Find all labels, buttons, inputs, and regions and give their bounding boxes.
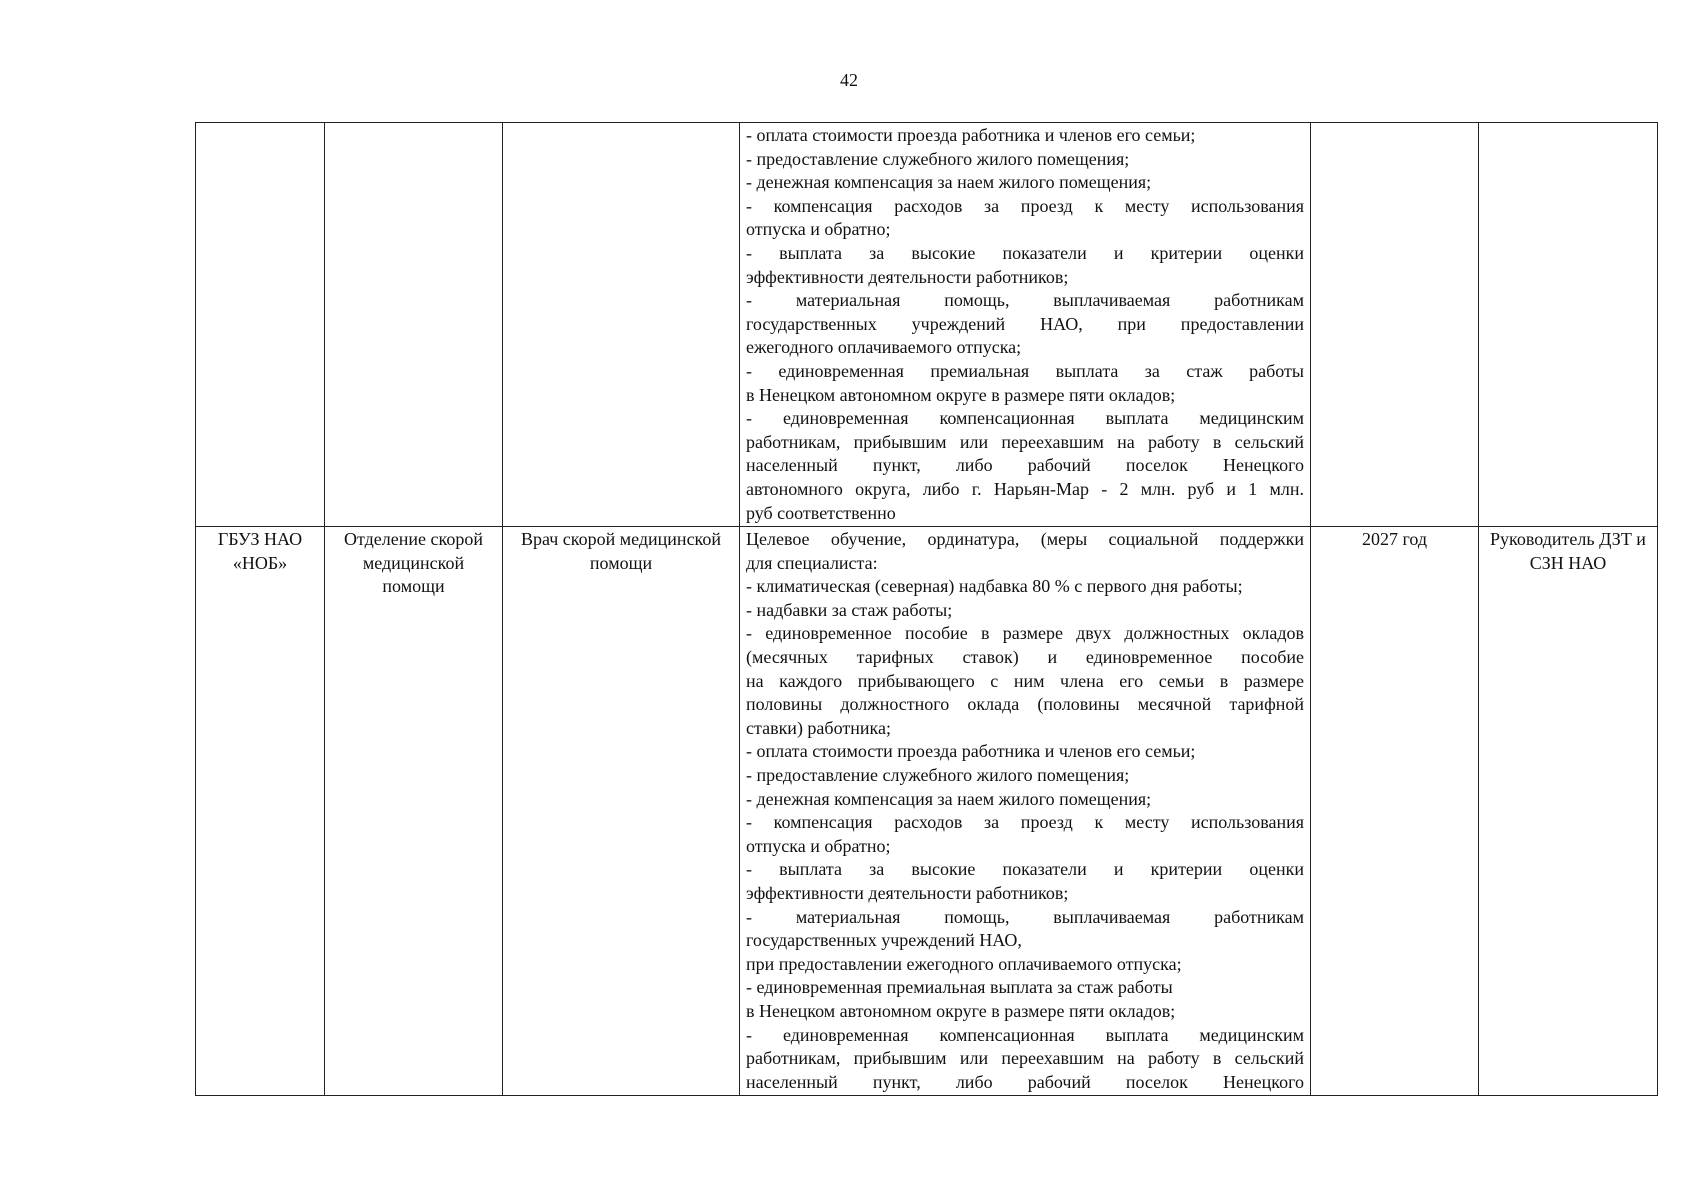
measure-line: ставки) работника;: [746, 717, 891, 738]
measure-line: - выплата за высокие показатели и критерии оценки: [746, 242, 1304, 263]
measure-line: - компенсация расходов за проезд к месту использования: [746, 195, 1304, 216]
measure-line: государственных учреждений НАО, при предоставлении: [746, 313, 1304, 334]
measure-line: - оплата стоимости проезда работника и членов его семьи;: [746, 125, 1196, 145]
measure-line: - надбавки за стаж работы;: [746, 599, 953, 620]
measures-table: [195, 122, 1658, 1096]
position-cell: [503, 123, 740, 527]
measure-line: работникам, прибывшим или переехавшим на работу в сельский: [746, 1048, 1304, 1069]
measure-line: при предоставлении ежегодного оплачиваемого отпуска;: [746, 953, 1182, 974]
measure-line: - единовременная компенсационная выплата медицинским: [746, 1024, 1304, 1045]
department-cell: [325, 123, 503, 527]
measure-line: государственных учреждений НАО,: [746, 930, 1022, 951]
measure-line: - единовременная компенсационная выплата медицинским: [746, 408, 1304, 429]
measure-line: отпуска и обратно;: [746, 835, 891, 856]
measure-line: автономного округа, либо г. Нарьян-Мар - 2 млн. руб и 1 млн.: [746, 478, 1304, 499]
measure-line: - денежная компенсация за наем жилого помещения;: [746, 788, 1152, 809]
year-cell: 2027 год: [1311, 527, 1479, 1096]
measure-line: - климатическая (северная) надбавка 80 % с первого дня работы;: [746, 576, 1243, 597]
page-number: 42: [840, 70, 858, 90]
measure-line: - предоставление служебного жилого помещения;: [746, 148, 1130, 169]
measure-line: в Ненецком автономном округе в размере пяти окладов;: [746, 384, 1176, 405]
position-cell: Врач скорой медицинской помощи: [503, 527, 740, 1096]
responsible-cell: Руководитель ДЗТ и СЗН НАО: [1479, 527, 1658, 1096]
responsible-cell: [1479, 123, 1658, 527]
measure-line: отпуска и обратно;: [746, 219, 891, 240]
measure-line: - денежная компенсация за наем жилого помещения;: [746, 172, 1152, 193]
table-row: [196, 527, 1658, 1096]
measure-line: ежегодного оплачиваемого отпуска;: [746, 337, 1022, 358]
measure-line: в Ненецком автономном округе в размере пяти окладов;: [746, 1000, 1176, 1021]
measures-cell: [740, 527, 1311, 1096]
measure-line: - компенсация расходов за проезд к месту использования: [746, 812, 1304, 833]
measure-line: - предоставление служебного жилого помещения;: [746, 765, 1130, 786]
measure-line: - материальная помощь, выплачиваемая работникам: [746, 290, 1304, 311]
measure-line: половины должностного оклада (половины месячной тарифной: [746, 694, 1304, 715]
measure-line: руб соответственно: [746, 502, 896, 523]
measure-line: Целевое обучение, ординатура, (меры социальной поддержки: [746, 529, 1304, 550]
measure-line: эффективности деятельности работников;: [746, 266, 1069, 287]
measure-line: - выплата за высокие показатели и критерии оценки: [746, 859, 1304, 880]
measures-text: [746, 124, 1304, 525]
year-cell: [1311, 123, 1479, 527]
measures-cell: [740, 123, 1311, 527]
measure-line: - единовременная премиальная выплата за стаж работы: [746, 360, 1304, 381]
measure-line: - единовременная премиальная выплата за стаж работы: [746, 977, 1173, 998]
measure-line: населенный пункт, либо рабочий поселок Ненецкого: [746, 455, 1304, 476]
measure-line: - оплата стоимости проезда работника и членов его семьи;: [746, 741, 1196, 762]
org-cell: ГБУЗ НАО «НОБ»: [196, 527, 325, 1096]
table-row: [196, 123, 1658, 527]
department-cell: Отделение скорой медицинской помощи: [325, 527, 503, 1096]
measure-line: на каждого прибывающего с ним члена его семьи в размере: [746, 670, 1304, 691]
measure-line: работникам, прибывшим или переехавшим на работу в сельский: [746, 431, 1304, 452]
measures-text: [746, 528, 1304, 1094]
measure-line: - материальная помощь, выплачиваемая работникам: [746, 906, 1304, 927]
measure-line: населенный пункт, либо рабочий поселок Ненецкого: [746, 1071, 1304, 1092]
measure-line: - единовременное пособие в размере двух должностных окладов: [746, 623, 1304, 644]
org-cell: [196, 123, 325, 527]
measure-line: эффективности деятельности работников;: [746, 883, 1069, 903]
measure-line: для специалиста:: [746, 552, 878, 573]
measure-line: (месячных тарифных ставок) и единовременное пособие: [746, 647, 1304, 668]
